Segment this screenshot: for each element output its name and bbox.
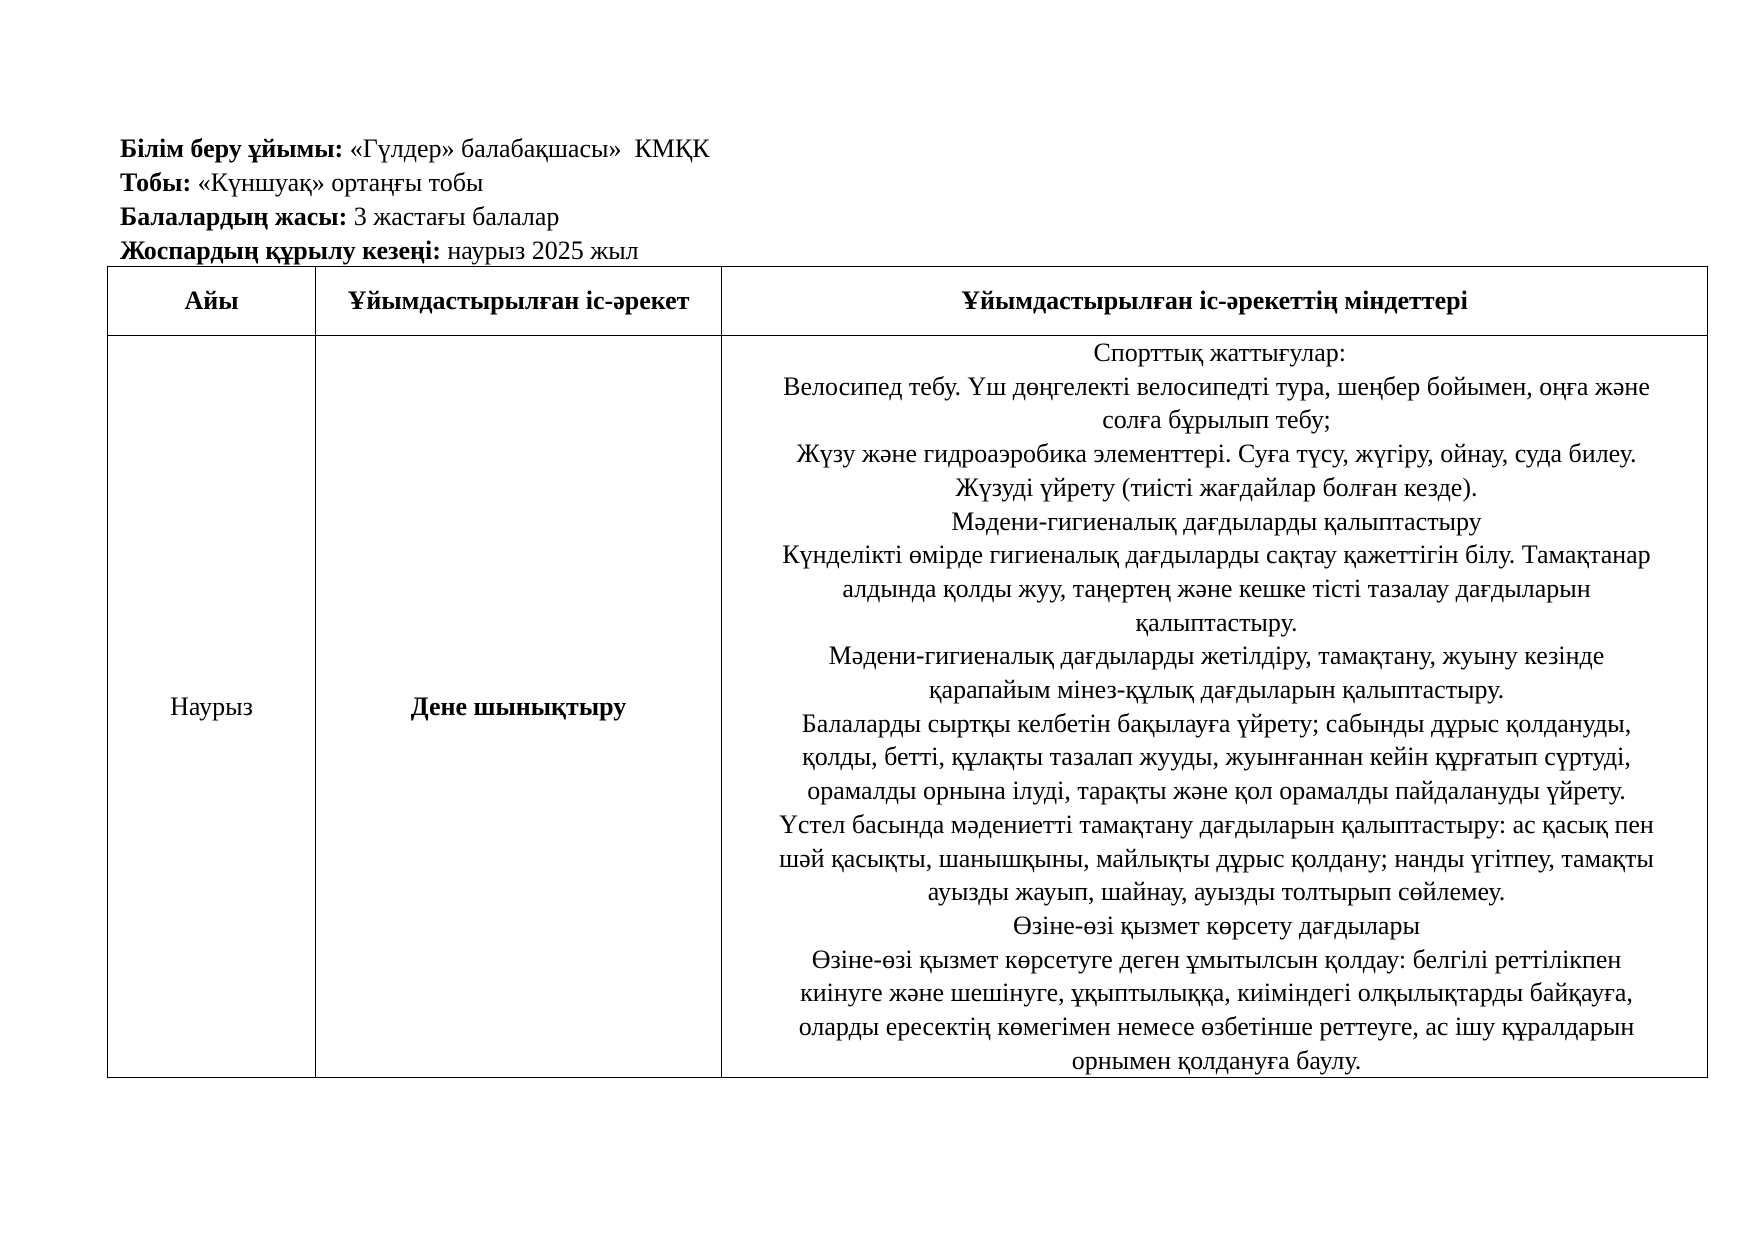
task-line: Өзіне-өзі қызмет көрсету дағдылары [1013, 910, 1420, 940]
age-value: 3 жастағы балалар [347, 202, 560, 231]
period-label: Жоспардың құрылу кезеңі: [120, 236, 441, 265]
task-line: оларды ересектің көмегімен немесе өзбетінше реттеуге, ас ішу құралдарын [798, 1012, 1635, 1042]
group-value: «Күншуақ» ортаңғы тобы [191, 168, 484, 197]
period-value: наурыз 2025 жыл [440, 236, 639, 265]
organization-line [120, 132, 710, 166]
task-line: қолды, бетті, құлақты тазалап жууды, жуынғаннан кейін құрғатып сүртуді, [802, 742, 1631, 772]
age-label: Балалардың жасы: [120, 202, 348, 231]
task-line: орнымен қолдануға баулу. [1071, 1045, 1362, 1075]
task-line: қалыптастыру. [1135, 607, 1298, 637]
task-line: алдында қолды жуу, таңертең және кешке тісті тазалау дағдыларын [842, 573, 1591, 603]
tasks-cell [722, 336, 1708, 1078]
table-row [108, 336, 1708, 1078]
table-header-row [108, 267, 1708, 336]
task-line: Балаларды сыртқы келбетін бақылауға үйрету; сабынды дұрыс қолдануды, [801, 708, 1632, 738]
task-line: Мәдени-гигиеналық дағдыларды қалыптастыру [951, 506, 1482, 536]
group-label: Тобы: [120, 168, 192, 197]
column-header-month: Айы [108, 267, 316, 336]
task-line: Велосипед тебу. Үш дөңгелекті велосипедті тура, шеңбер бойымен, оңға және [783, 371, 1650, 401]
column-header-activity: Ұйымдастырылған іс-әрекет [316, 267, 722, 336]
organization-label: Білім беру ұйымы: [120, 134, 344, 163]
age-line [120, 200, 710, 234]
task-line: шәй қасықты, шанышқыны, майлықты дұрыс қолдану; нанды үгітпеу, тамақты [779, 843, 1654, 873]
task-line: Үстел басында мәдениетті тамақтану дағдыларын қалыптастыру: ас қасық пен [779, 809, 1654, 839]
task-line: Спорттық жаттығулар: [1086, 338, 1347, 367]
task-line: солға бұрылып тебу; [1102, 405, 1331, 435]
month-cell: Наурыз [108, 336, 316, 1078]
activity-cell: Дене шынықтыру [316, 336, 722, 1078]
task-line: Жүзуді үйрету (тиісті жағдайлар болған кезде). [955, 472, 1478, 502]
task-line: киінуге және шешінуге, ұқыптылыққа, киіміндегі олқылықтарды байқауға, [800, 978, 1633, 1008]
column-header-tasks: Ұйымдастырылған іс-әрекеттің міндеттері [722, 267, 1708, 336]
period-line [120, 234, 710, 268]
task-line: Өзіне-өзі қызмет көрсетуге деген ұмытылсын қолдау: белгілі реттілікпен [811, 944, 1622, 974]
task-line: қарапайым мінез-құлық дағдыларын қалыптастыру. [928, 675, 1505, 705]
group-line [120, 166, 710, 200]
task-line: Мәдени-гигиеналық дағдыларды жетілдіру, тамақтану, жуыну кезінде [828, 641, 1605, 671]
task-line: орамалды орнына ілуді, тарақты және қол орамалды пайдалануды үйрету. [807, 776, 1626, 806]
organization-value: «Гүлдер» балабақшасы» КМҚК [343, 134, 710, 163]
document-header [120, 132, 710, 268]
task-line: Жүзу және гидроаэробика элементтері. Суға түсу, жүгіру, ойнау, суда билеу. [796, 439, 1637, 469]
task-line: ауызды жауып, шайнау, ауызды толтырып сөйлемеу. [927, 877, 1506, 907]
plan-table [107, 266, 1708, 1078]
task-line: Күнделікті өмірде гигиеналық дағдыларды сақтау қажеттігін білу. Тамақтанар [782, 540, 1651, 570]
